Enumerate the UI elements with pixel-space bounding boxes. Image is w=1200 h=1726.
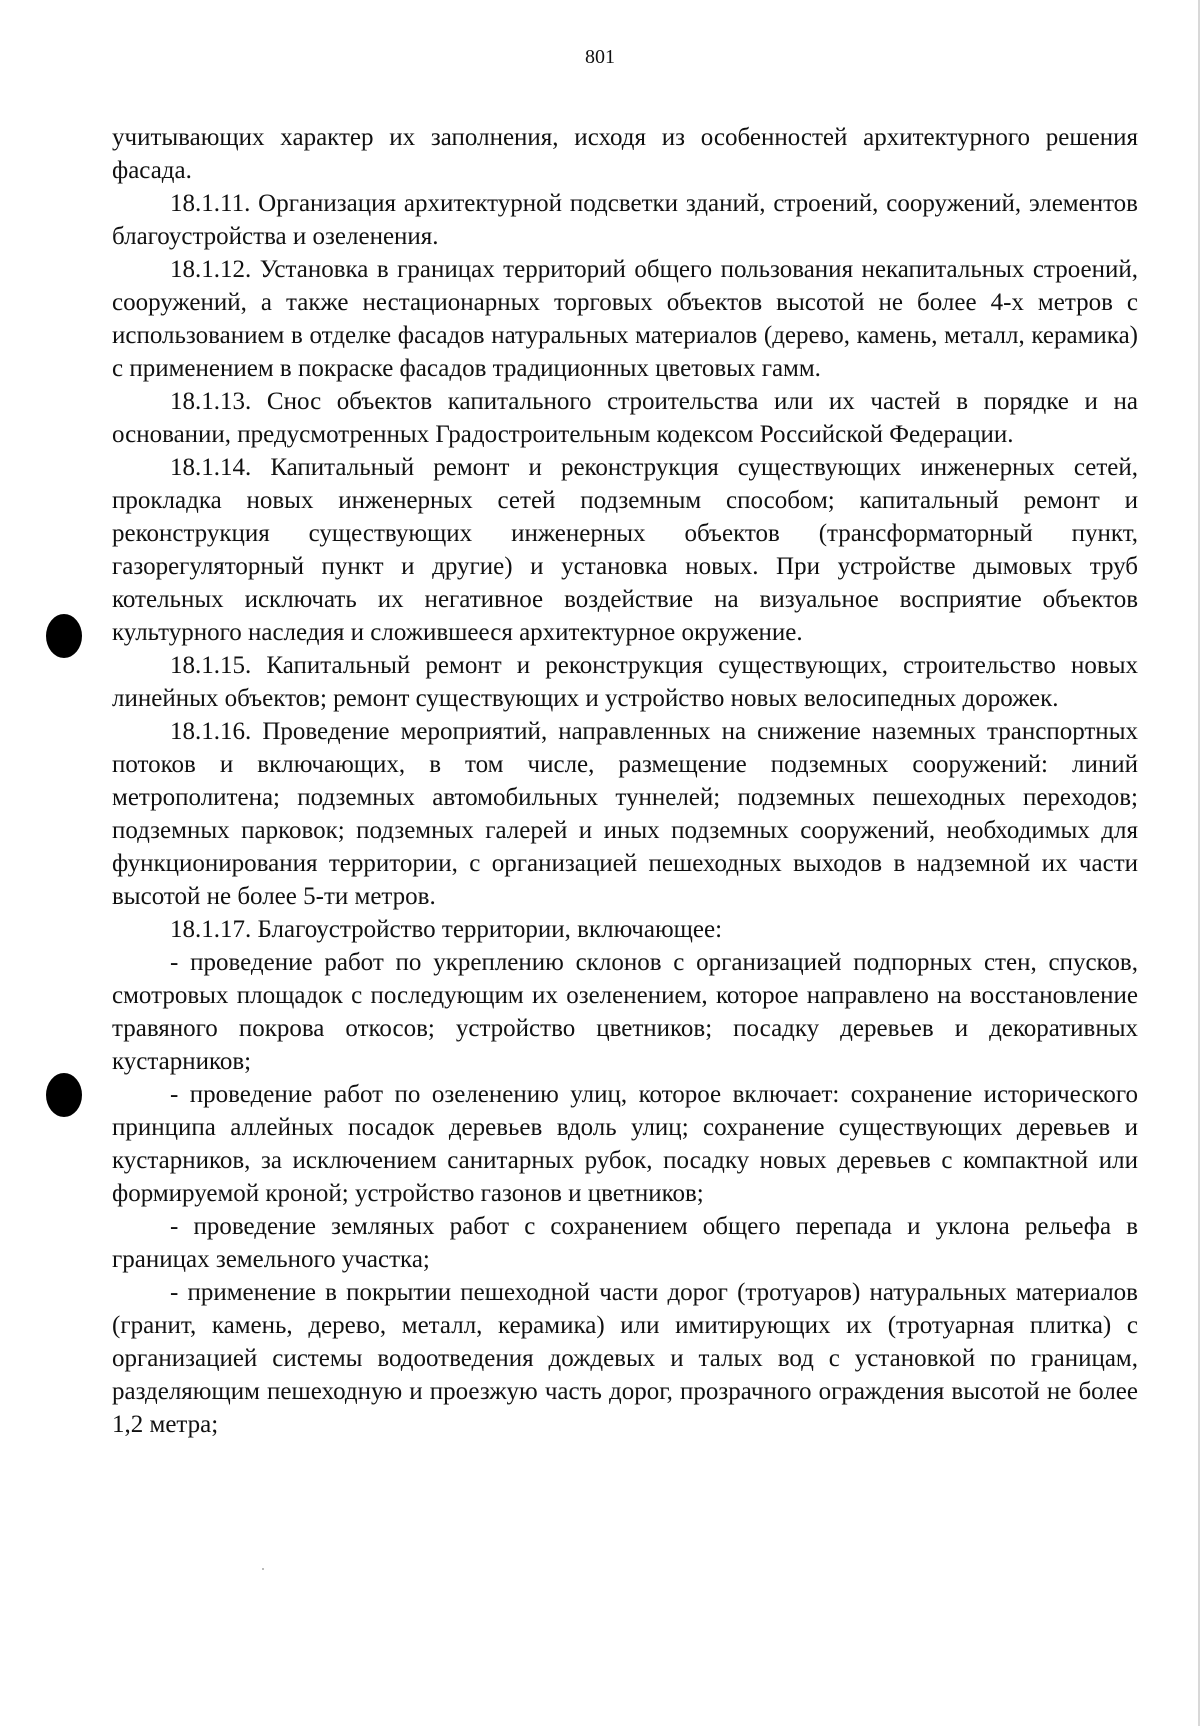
paragraph: 18.1.16. Проведение мероприятий, направленных на снижение наземных транспортных потоков и включающих, в том числе, размещение подземных сооружений: линий метрополитена; подземных автомобильных туннелей; подземных пешеходных переходов; подземных парковок; подземных галерей и иных подземных сооружений, необходимых для функционирования территории, с организацией пешеходных выходов в надземной их части высотой не более 5-ти метров. xyxy=(112,718,1138,910)
punch-hole-mark xyxy=(46,1073,82,1117)
list-item: - проведение земляных работ с сохранением общего перепада и уклона рельефа в границах земельного участка; xyxy=(112,1213,1138,1273)
scan-speck xyxy=(262,1568,264,1570)
paragraph: 18.1.12. Установка в границах территорий общего пользования некапитальных строений, сооружений, а также нестационарных торговых объектов высотой не более 4-х метров с использованием в отделке фасадов натуральных материалов (дерево, камень, металл, керамика) с применением в покраске фасадов традиционных цветовых гамм. xyxy=(112,256,1138,382)
list-item: - проведение работ по укреплению склонов с организацией подпорных стен, спусков, смотровых площадок с последующим их озеленением, которое направлено на восстановление травяного покрова откосов; устройство цветников; посадку деревьев и декоративных кустарников; xyxy=(112,949,1138,1075)
punch-hole-mark xyxy=(46,614,82,658)
list-item: - применение в покрытии пешеходной части дорог (тротуаров) натуральных материалов (гранит, камень, дерево, металл, керамика) или имитирующих их (тротуарная плитка) с организацией системы водоотведения дождевых и талых вод с установкой по границам, разделяющим пешеходную и проезжую часть дорог, прозрачного ограждения высотой не более 1,2 метра; xyxy=(112,1279,1138,1438)
paragraph: учитывающих характер их заполнения, исходя из особенностей архитектурного решения фасада. xyxy=(112,124,1138,184)
page-number: 801 xyxy=(585,46,615,68)
list-item: - проведение работ по озеленению улиц, которое включает: сохранение исторического принципа аллейных посадок деревьев вдоль улиц; сохранение существующих деревьев и кустарников, за исключением санитарных рубок, посадку новых деревьев с компактной или формируемой кроной; устройство газонов и цветников; xyxy=(112,1081,1138,1207)
document-body xyxy=(112,121,1138,1441)
paragraph: 18.1.11. Организация архитектурной подсветки зданий, строений, сооружений, элементов благоустройства и озеленения. xyxy=(112,190,1138,250)
paragraph: 18.1.15. Капитальный ремонт и реконструкция существующих, строительство новых линейных объектов; ремонт существующих и устройство новых велосипедных дорожек. xyxy=(112,652,1138,712)
paragraph: 18.1.14. Капитальный ремонт и реконструкция существующих инженерных сетей, прокладка новых инженерных сетей подземным способом; капитальный ремонт и реконструкция существующих инженерных объектов (трансформаторный пункт, газорегуляторный пункт и другие) и установка новых. При устройстве дымовых труб котельных исключать их негативное воздействие на визуальное восприятие объектов культурного наследия и сложившееся архитектурное окружение. xyxy=(112,454,1138,646)
paragraph: 18.1.13. Снос объектов капитального строительства или их частей в порядке и на основании, предусмотренных Градостроительным кодексом Российской Федерации. xyxy=(112,388,1138,448)
paragraph: 18.1.17. Благоустройство территории, включающее: xyxy=(170,916,723,943)
